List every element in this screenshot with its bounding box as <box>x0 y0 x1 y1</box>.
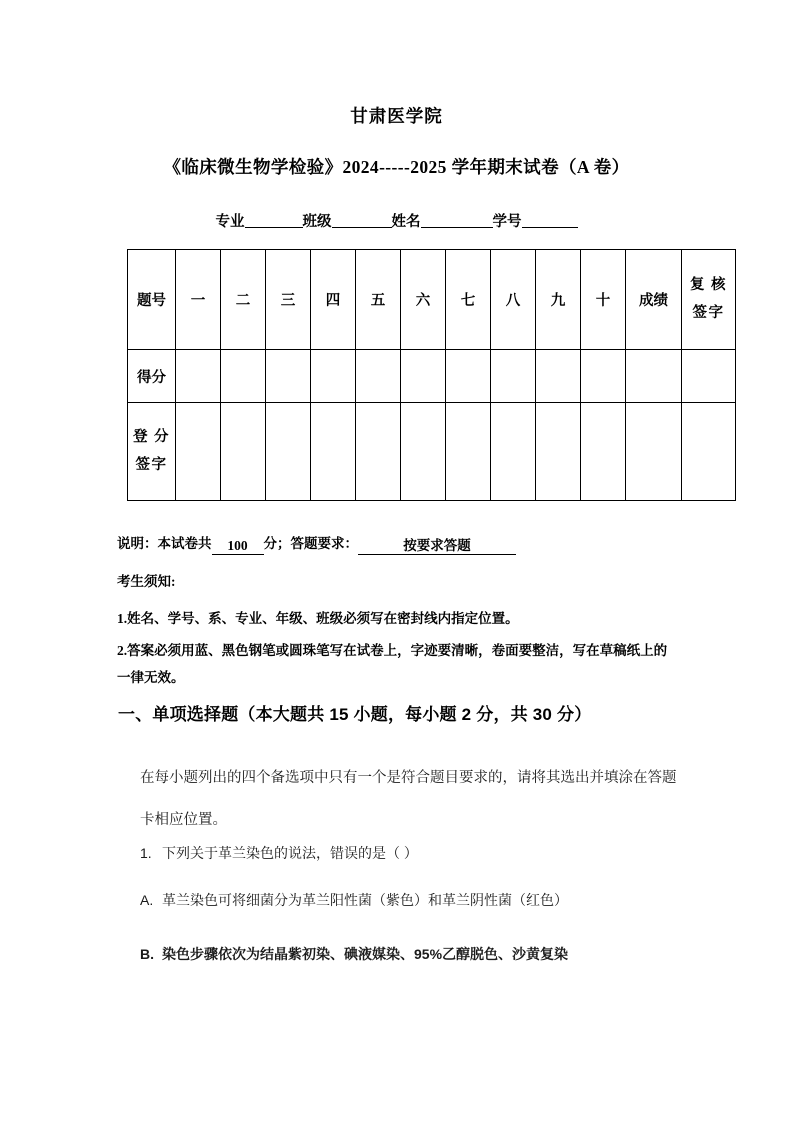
question-1-stem: 下列关于革兰染色的说法，错误的是（ ） <box>162 845 418 861</box>
table-cell: 八 <box>491 250 536 350</box>
table-cell: 二 <box>221 250 266 350</box>
table-cell: 三 <box>266 250 311 350</box>
signature-cell[interactable] <box>221 403 266 501</box>
table-row <box>128 250 736 350</box>
table-cell: 九 <box>536 250 581 350</box>
table-cell: 一 <box>176 250 221 350</box>
score-cell[interactable] <box>176 350 221 403</box>
question-1-option-b[interactable] <box>140 944 568 965</box>
question-1-option-a[interactable] <box>140 890 568 911</box>
description-middle: 分；答题要求： <box>263 536 358 551</box>
notice-item-1: 1.姓名、学号、系、专业、年级、班级必须写在密封线内指定位置。 <box>117 611 519 626</box>
table-row <box>128 403 736 501</box>
signature-cell[interactable] <box>491 403 536 501</box>
total-score-value: 100 <box>212 538 264 555</box>
signature-cell[interactable] <box>356 403 401 501</box>
student-id-blank[interactable] <box>522 213 578 229</box>
signature-cell[interactable] <box>536 403 581 501</box>
table-cell: 四 <box>311 250 356 350</box>
score-cell[interactable] <box>311 350 356 403</box>
table-cell: 六 <box>401 250 446 350</box>
verify-signature-header <box>682 250 736 350</box>
score-cell[interactable] <box>356 350 401 403</box>
total-score-cell[interactable] <box>626 350 682 403</box>
option-b-letter: B. <box>140 946 154 962</box>
student-info-line <box>0 210 793 231</box>
signature-cell[interactable] <box>176 403 221 501</box>
row-header-label: 题号 <box>128 250 176 350</box>
row-header-score: 得分 <box>128 350 176 403</box>
verify-header-line2: 签字 <box>692 304 725 321</box>
row-header-signature <box>128 403 176 501</box>
total-score-header: 成绩 <box>626 250 682 350</box>
table-cell: 五 <box>356 250 401 350</box>
exam-paper-title: 《临床微生物学检验》2024-----2025 学年期末试卷（A 卷） <box>163 157 630 177</box>
major-blank[interactable] <box>245 213 303 229</box>
table-cell: 十 <box>581 250 626 350</box>
score-cell[interactable] <box>491 350 536 403</box>
name-label: 姓名 <box>391 214 421 230</box>
score-cell[interactable] <box>446 350 491 403</box>
option-b-text: 染色步骤依次为结晶紫初染、碘液媒染、95%乙醇脱色、沙黄复染 <box>162 946 569 962</box>
score-cell[interactable] <box>401 350 446 403</box>
section-1-title: 一、单项选择题（本大题共 15 小题，每小题 2 分，共 30 分） <box>118 705 592 724</box>
signature-cell[interactable] <box>311 403 356 501</box>
description-prefix: 说明：本试卷共 <box>117 536 212 551</box>
table-cell: 七 <box>446 250 491 350</box>
question-1-number: 1. <box>140 845 152 861</box>
signature-cell[interactable] <box>581 403 626 501</box>
score-table <box>127 249 736 501</box>
option-a-letter: A. <box>140 892 154 908</box>
notice-item-2: 2.答案必须用蓝、黑色钢笔或圆珠笔写在试卷上，字迹要清晰，卷面要整洁，写在草稿纸上的一律无效。 <box>117 643 668 685</box>
signature-cell[interactable] <box>266 403 311 501</box>
question-1 <box>140 843 418 864</box>
score-cell[interactable] <box>266 350 311 403</box>
class-label: 班级 <box>302 214 332 230</box>
exam-description-line <box>117 532 516 555</box>
signature-label-line1: 登 分 <box>132 428 171 445</box>
score-cell[interactable] <box>536 350 581 403</box>
table-row <box>128 350 736 403</box>
school-name-title: 甘肃医学院 <box>350 106 443 126</box>
signature-cell[interactable] <box>446 403 491 501</box>
major-label: 专业 <box>215 214 245 230</box>
verify-signature-blank[interactable] <box>682 403 736 501</box>
candidate-notice-heading: 考生须知: <box>117 574 176 589</box>
signature-cell[interactable] <box>401 403 446 501</box>
answer-requirement-value: 按要求答题 <box>358 534 516 555</box>
class-blank[interactable] <box>332 213 392 229</box>
name-blank[interactable] <box>421 213 493 229</box>
score-cell[interactable] <box>221 350 266 403</box>
section-1-instructions: 在每小题列出的四个备选项中只有一个是符合题目要求的，请将其选出并填涂在答题卡相应位置。 <box>140 770 677 828</box>
verify-signature-cell[interactable] <box>682 350 736 403</box>
signature-label-line2: 签字 <box>135 456 168 473</box>
option-a-text: 革兰染色可将细菌分为革兰阳性菌（紫色）和革兰阴性菌（红色） <box>162 892 568 908</box>
score-cell[interactable] <box>581 350 626 403</box>
total-signature-cell[interactable] <box>626 403 682 501</box>
verify-header-line1: 复 核 <box>689 276 728 293</box>
student-id-label: 学号 <box>492 214 522 230</box>
